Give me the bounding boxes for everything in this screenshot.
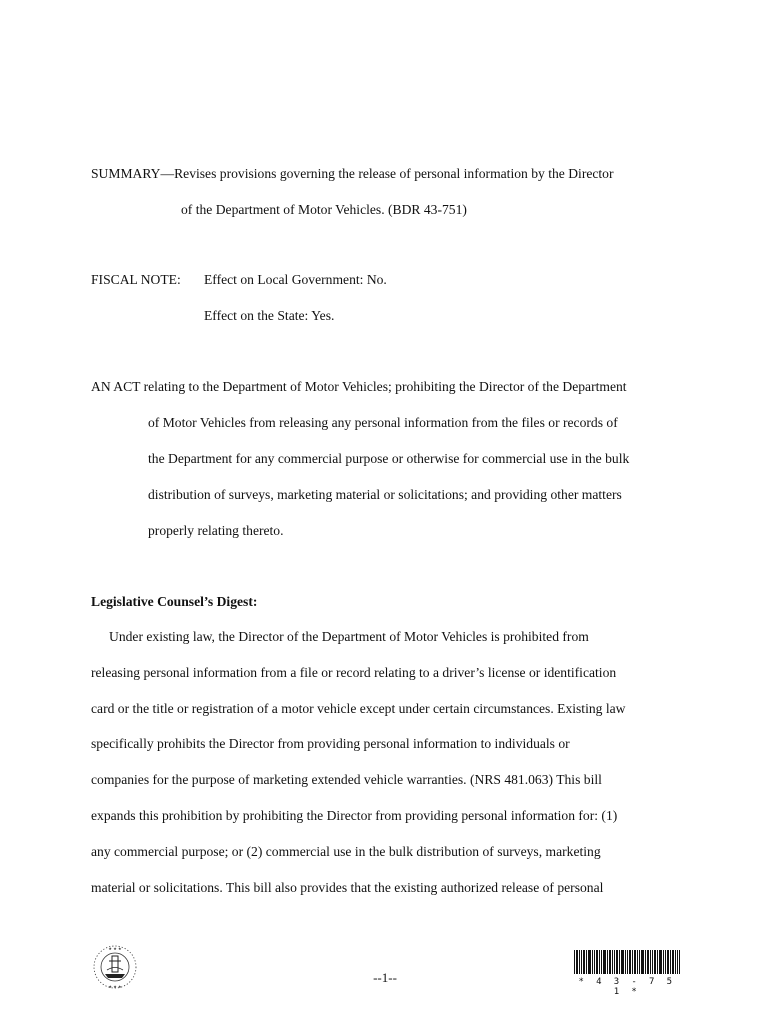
fiscal-note-local: Effect on Local Government: No. (204, 272, 387, 287)
digest-line-7: any commercial purpose; or (2) commercial use in the bulk distribution of surveys, marketing (91, 844, 601, 859)
digest-line-5: companies for the purpose of marketing extended vehicle warranties. (NRS 481.063) This bill (91, 772, 602, 787)
act-line-2: of Motor Vehicles from releasing any personal information from the files or records of (148, 415, 618, 430)
summary-line-1: SUMMARY—Revises provisions governing the release of personal information by the Director (91, 166, 614, 181)
summary-line-2: of the Department of Motor Vehicles. (BDR 43-751) (181, 202, 467, 217)
digest-line-4: specifically prohibits the Director from providing personal information to individuals or (91, 736, 570, 751)
barcode-icon (574, 950, 680, 974)
digest-line-6: expands this prohibition by prohibiting the Director from providing personal information for: (1) (91, 808, 618, 823)
digest-heading: Legislative Counsel’s Digest: (91, 594, 258, 609)
fiscal-note-label: FISCAL NOTE: (91, 272, 181, 287)
act-line-4: distribution of surveys, marketing material or solicitations; and providing other matters (148, 487, 622, 502)
digest-line-2: releasing personal information from a file or record relating to a driver’s license or identification (91, 665, 617, 680)
svg-text:★ ★ ★: ★ ★ ★ (108, 946, 122, 951)
act-line-3: the Department for any commercial purpose or otherwise for commercial use in the bulk (148, 451, 630, 466)
barcode-text: * 4 3 - 7 5 1 * (578, 977, 676, 997)
digest-line-1: Under existing law, the Director of the Department of Motor Vehicles is prohibited from (109, 629, 589, 644)
page-number: --1-- (373, 970, 397, 985)
digest-line-8: material or solicitations. This bill also provides that the existing authorized release of personal (91, 880, 604, 895)
act-line-5: properly relating thereto. (148, 523, 284, 538)
svg-text:★ ★ ★: ★ ★ ★ (108, 984, 122, 989)
digest-line-3: card or the title or registration of a motor vehicle except under certain circumstances. Existing law (91, 701, 626, 716)
fiscal-note-state: Effect on the State: Yes. (204, 308, 335, 323)
act-line-1: AN ACT relating to the Department of Motor Vehicles; prohibiting the Director of the Department (91, 379, 627, 394)
